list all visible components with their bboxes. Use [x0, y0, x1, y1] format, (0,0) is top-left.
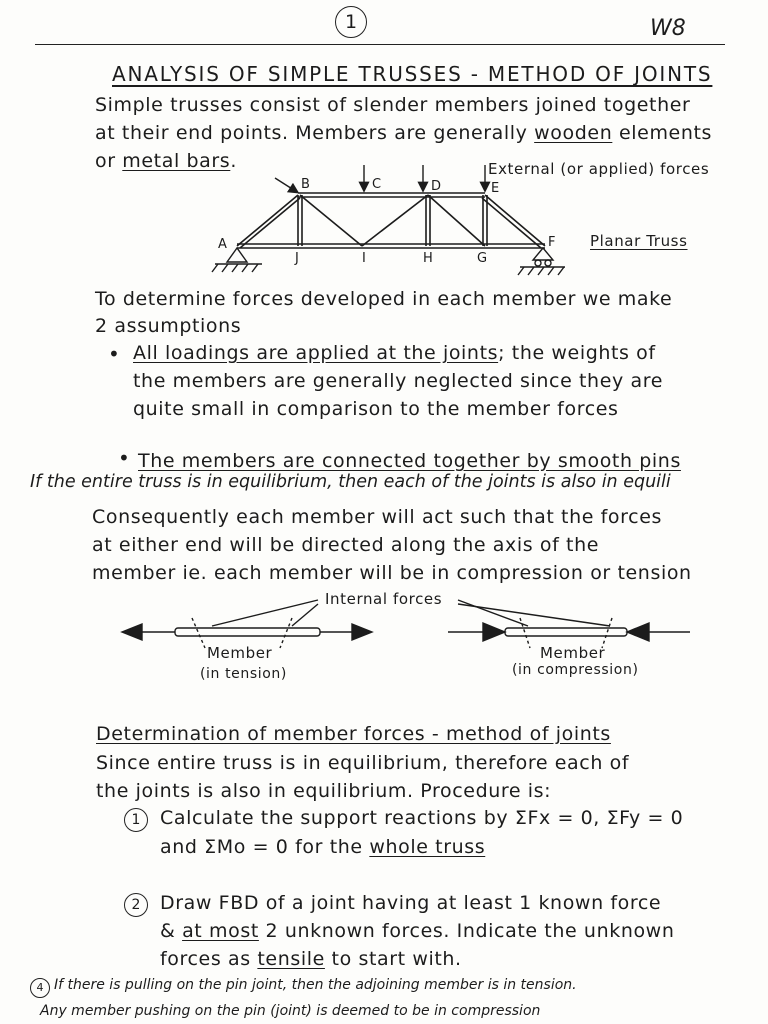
step-4-line-2: Any member pushing on the pin (joint) is deemed to be in compression	[40, 1003, 541, 1019]
assumption-2: The members are connected together by smooth pins	[138, 450, 681, 472]
bullet-1: •	[108, 342, 120, 366]
step-1-line-2: and ΣMo = 0 for the whole truss	[160, 836, 486, 858]
assumptions-line-1: To determine forces developed in each member we make	[95, 288, 673, 310]
tension-sub-label: (in tension)	[200, 666, 287, 682]
joint-d: D	[431, 179, 442, 194]
joint-b: B	[301, 177, 310, 192]
method-line-2: the joints is also in equilibrium. Procedure is:	[96, 780, 552, 802]
step-2-number: 2	[124, 893, 148, 917]
intro-line-1: Simple trusses consist of slender members joined together	[95, 94, 691, 116]
step-2-line-1: Draw FBD of a joint having at least 1 known force	[160, 892, 662, 914]
page-title: ANALYSIS OF SIMPLE TRUSSES - METHOD OF JOINTS	[112, 62, 713, 86]
assumption-1-line-3: quite small in comparison to the member forces	[133, 398, 619, 420]
joint-i: I	[362, 251, 366, 266]
internal-forces-label: Internal forces	[325, 590, 443, 608]
bullet-2: •	[118, 446, 130, 470]
compression-member-bar	[505, 628, 627, 636]
joint-h: H	[423, 251, 433, 266]
compression-arrowhead-right	[627, 623, 649, 641]
support-roller	[518, 248, 565, 275]
tension-member-label: Member	[207, 644, 273, 662]
step-4-number: 4	[30, 978, 50, 998]
method-heading: Determination of member forces - method of joints	[96, 723, 611, 745]
compression-member-label: Member	[540, 644, 606, 662]
joint-g: G	[477, 251, 488, 266]
external-forces-label: External (or applied) forces	[488, 160, 710, 178]
assumptions-line-2: 2 assumptions	[95, 315, 242, 337]
intro-line-2: at their end points. Members are generally wooden elements	[95, 122, 713, 144]
equilibrium-line-1: Consequently each member will act such that the forces	[92, 506, 662, 528]
planar-truss-label: Planar Truss	[590, 232, 688, 250]
joint-a: A	[218, 237, 227, 252]
step-2-line-3: forces as tensile to start with.	[160, 948, 462, 970]
truss-members	[237, 193, 545, 248]
method-line-1: Since entire truss is in equilibrium, therefore each of	[96, 752, 630, 774]
step-2-line-2: & at most 2 unknown forces. Indicate the unknown	[160, 920, 675, 942]
tension-arrowhead-left	[122, 624, 142, 640]
step-1-line-1: Calculate the support reactions by ΣFx = 0, ΣFy = 0	[160, 807, 684, 829]
tension-member-bar	[175, 628, 320, 636]
step-4-line-1: If there is pulling on the pin joint, then the adjoining member is in tension.	[54, 977, 577, 993]
week-code: W8	[650, 16, 686, 41]
assumption-1-line-2: the members are generally neglected since they are	[133, 370, 664, 392]
truss-figure	[0, 0, 768, 300]
step-1-number: 1	[124, 808, 148, 832]
page-number: 1	[335, 6, 367, 38]
joint-j: J	[295, 251, 299, 266]
joint-f: F	[548, 235, 556, 250]
equilibrium-note: If the entire truss is in equilibrium, then each of the joints is also in equili	[30, 472, 671, 492]
assumption-1-line-1: All loadings are applied at the joints; the weights of	[133, 342, 656, 364]
compression-arrowhead-left	[483, 623, 505, 641]
tension-arrowhead-right	[352, 624, 372, 640]
joint-e: E	[491, 181, 500, 196]
intro-line-3: or metal bars.	[95, 150, 237, 172]
compression-sub-label: (in compression)	[512, 662, 639, 678]
joint-c: C	[372, 177, 382, 192]
equilibrium-line-3: member ie. each member will be in compression or tension	[92, 562, 692, 584]
equilibrium-line-2: at either end will be directed along the axis of the	[92, 534, 600, 556]
